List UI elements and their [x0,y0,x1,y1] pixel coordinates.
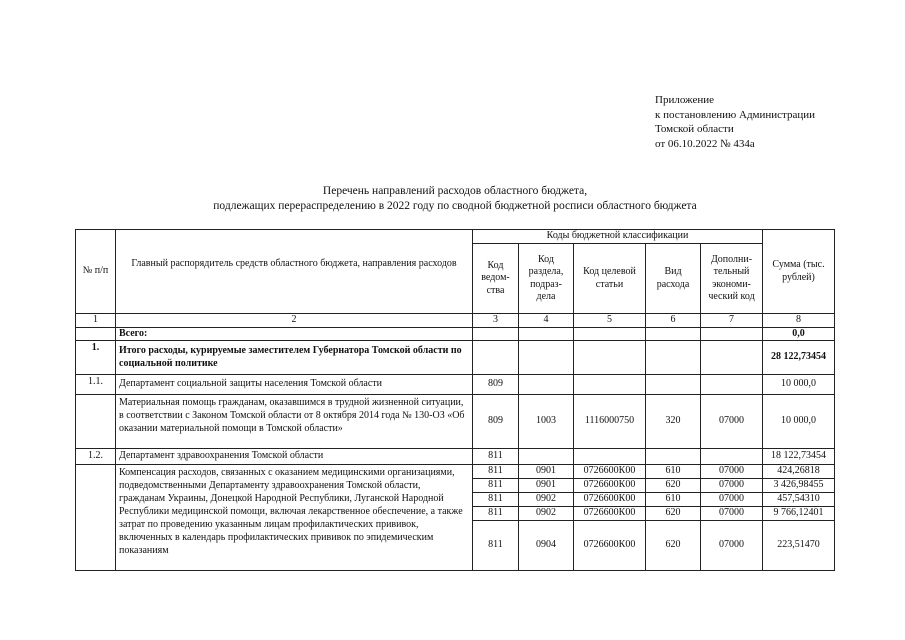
header-vid: Вид расхода [646,244,701,314]
title-line-1: Перечень направлений расходов областного бюджета, [322,185,588,197]
appendix-line: Приложение [655,94,715,106]
subsection-num: 1.2. [76,449,116,465]
razdel-code: 0902 [519,507,574,521]
col-number: 3 [473,314,519,328]
expenses-table [75,229,835,571]
header-razdel: Код раздела, подраз-дела [519,244,574,314]
vid-code: 320 [646,395,701,449]
razdel-code: 0901 [519,465,574,479]
header-sum: Сумма (тыс. рублей) [763,230,835,314]
total-row [76,327,835,341]
ved-code: 811 [473,507,519,521]
row-sum: 457,54310 [763,493,835,507]
vid-code: 620 [646,479,701,493]
target-code: 1116000750 [574,395,646,449]
header-name: Главный распорядитель средств областного бюджета, направления расходов [116,230,473,314]
subsection-num: 1.1. [76,375,116,395]
subsection-sum: 10 000,0 [763,375,835,395]
row-sum: 3 426,98455 [763,479,835,493]
razdel-code: 0904 [519,521,574,571]
column-numbers-row [76,314,835,328]
ved-code: 811 [473,479,519,493]
target-code: 0726600К00 [574,479,646,493]
appendix-date: от 06.10.2022 № 434а [655,137,755,150]
razdel-code: 0902 [519,493,574,507]
ved-code: 809 [473,375,519,395]
section-sum: 28 122,73454 [763,341,835,375]
header-num: № п/п [76,230,116,314]
razdel-code: 1003 [519,395,574,449]
row-sum: 10 000,0 [763,395,835,449]
header-target: Код целевой статьи [574,244,646,314]
vid-code: 620 [646,521,701,571]
dop-code: 07000 [701,465,763,479]
col-number: 5 [574,314,646,328]
header-ved: Код ведом-ства [473,244,519,314]
expense-description: Материальная помощь гражданам, оказавшимся в трудной жизненной ситуации, в соответствии с Законом Томской области от 8 октября 2014 года № 130-ОЗ «Об оказании материальной помощи в Томской области» [116,395,473,449]
ved-code: 811 [473,521,519,571]
subsection-row [76,375,835,395]
document-title [75,184,835,214]
total-sum: 0,0 [763,327,835,341]
ved-code: 809 [473,395,519,449]
target-code: 0726600К00 [574,493,646,507]
col-number: 8 [763,314,835,328]
col-number: 2 [116,314,473,328]
table-row [76,465,835,479]
dop-code: 07000 [701,395,763,449]
row-sum: 9 766,12401 [763,507,835,521]
target-code: 0726600К00 [574,507,646,521]
target-code: 0726600К00 [574,521,646,571]
header-dop: Дополни-тельный экономи-ческий код [701,244,763,314]
subsection-row [76,449,835,465]
dop-code: 07000 [701,479,763,493]
vid-code: 610 [646,465,701,479]
total-label: Всего: [116,327,473,341]
ved-code: 811 [473,493,519,507]
vid-code: 620 [646,507,701,521]
dop-code: 07000 [701,521,763,571]
table-row [76,395,835,449]
appendix-line: Томской области [655,123,734,135]
row-sum: 424,26818 [763,465,835,479]
title-line-2: подлежащих перераспределению в 2022 году по сводной бюджетной росписи областного бюджета [213,200,697,212]
expense-description: Компенсация расходов, связанных с оказанием медицинскими организациями, подведомственными Департаменту здравоохранения Томской области, гражданам Украины, Донецкой Народной Республики, Луганской Народной Республики медицинской помощи, включая лекарственное обеспечение, а также затрат по проведению указанным лицам профилактических прививок, включенных в календарь профилактических прививок по эпидемическим показаниям [116,465,473,571]
header-codes-group: Коды бюджетной классификации [473,230,763,244]
subsection-name: Департамент здравоохранения Томской области [116,449,473,465]
subsection-name: Департамент социальной защиты населения Томской области [116,375,473,395]
col-number: 6 [646,314,701,328]
col-number: 1 [76,314,116,328]
row-sum: 223,51470 [763,521,835,571]
col-number: 4 [519,314,574,328]
target-code: 0726600К00 [574,465,646,479]
col-number: 7 [701,314,763,328]
ved-code: 811 [473,449,519,465]
dop-code: 07000 [701,493,763,507]
appendix-block [655,93,815,151]
ved-code: 811 [473,465,519,479]
dop-code: 07000 [701,507,763,521]
appendix-line: к постановлению Администрации [655,108,816,121]
subsection-sum: 18 122,73454 [763,449,835,465]
section-num: 1. [76,341,116,375]
razdel-code: 0901 [519,479,574,493]
vid-code: 610 [646,493,701,507]
section-name: Итого расходы, курируемые заместителем Губернатора Томской области по социальной политике [116,341,473,375]
section-row [76,341,835,375]
